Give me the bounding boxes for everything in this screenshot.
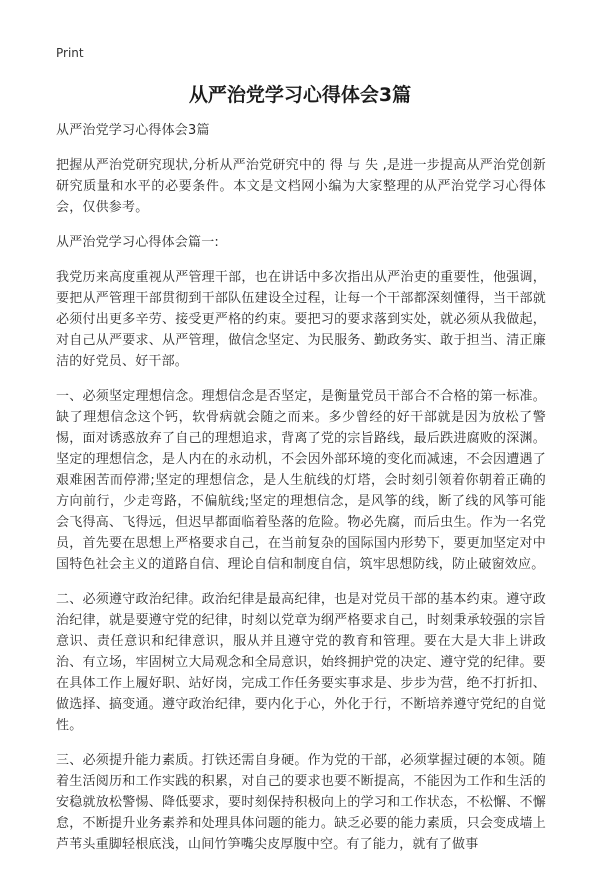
body-paragraph: 三、必须提升能力素质。打铁还需自身硬。作为党的干部，必须掌握过硬的本领。随着生活阅历和工作实践的积累，对自己的要求也要不断提高，不能因为工作和生活的安稳就放松警惕、降低要求，要时刻保持积极向上的学习和工作状态，不松懈、不懈怠，不断提升业务素养和处理具体问题的能力。缺乏必要的能力素质，只会变成墙上芦苇头重脚轻根底浅，山间竹笋嘴尖皮厚腹中空。有了能力，就有了做事 — [56, 753, 546, 852]
section-heading: 从严治党学习心得体会篇一: — [56, 235, 219, 250]
document-title: 从严治党学习心得体会3篇 — [188, 84, 412, 106]
print-link[interactable]: Print — [56, 46, 84, 60]
document-body — [56, 120, 546, 869]
body-paragraph: 我党历来高度重视从严管理干部，也在讲话中多次指出从严治吏的重要性，他强调，要把从严管理干部贯彻到干部队伍建设全过程，让每一个干部都深刻懂得，当干部就必须付出更多辛劳、接受更严格的约束。要把习的要求落到实处，就必须从我做起，对自己从严要求、从严管理，做信念坚定、为民服务、勤政务实、敢于担当、清正廉洁的好党员、好干部。 — [56, 270, 546, 369]
body-paragraph: 一、必须坚定理想信念。理想信念是否坚定，是衡量党员干部合不合格的第一标准。缺了理想信念这个钙，软骨病就会随之而来。多少曾经的好干部就是因为放松了警惕，面对诱惑放弃了自己的理想追求，背离了党的宗旨路线，最后跌进腐败的深渊。坚定的理想信念，是人内在的永动机，不会因外部环境的变化而减速，不会因遭遇了艰难困苦而停滞;坚定的理想信念，是人生航线的灯塔，会时刻引领着你朝着正确的方向前行，少走弯路，不偏航线;坚定的理想信念，是风筝的线，断了线的风筝可能会飞得高、飞得远，但迟早都面临着坠落的危险。物必先腐，而后虫生。作为一名党员，首先要在思想上严格要求自己，在当前复杂的国际国内形势下，要更加坚定对中国特色社会主义的道路自信、理论自信和制度自信，筑牢思想防线，防止破窗效应。 — [56, 389, 546, 572]
intro-paragraph: 把握从严治党研究现状,分析从严治党研究中的 得 与 失 ,是进一步提高从严治党创新研究质量和水平的必要条件。本文是文档网小编为大家整理的从严治党学习心得体会，仅供参考。 — [56, 158, 546, 215]
document-subtitle: 从严治党学习心得体会3篇 — [56, 123, 210, 138]
body-paragraph: 二、必须遵守政治纪律。政治纪律是最高纪律，也是对党员干部的基本约束。遵守政治纪律，就是要遵守党的纪律，时刻以党章为纲严格要求自己，时刻秉承较强的宗旨意识、责任意识和纪律意识，服从并且遵守党的教育和管理。要在大是大非上讲政治、有立场，牢固树立大局观念和全局意识，始终拥护党的决定、遵守党的纪律。要在具体工作上履好职、站好岗，完成工作任务要实事求是、步步为营，绝不打折扣、做选择、搞变通。遵守政治纪律，要内化于心，外化于行，不断培养遵守党纪的自觉性。 — [56, 592, 546, 733]
